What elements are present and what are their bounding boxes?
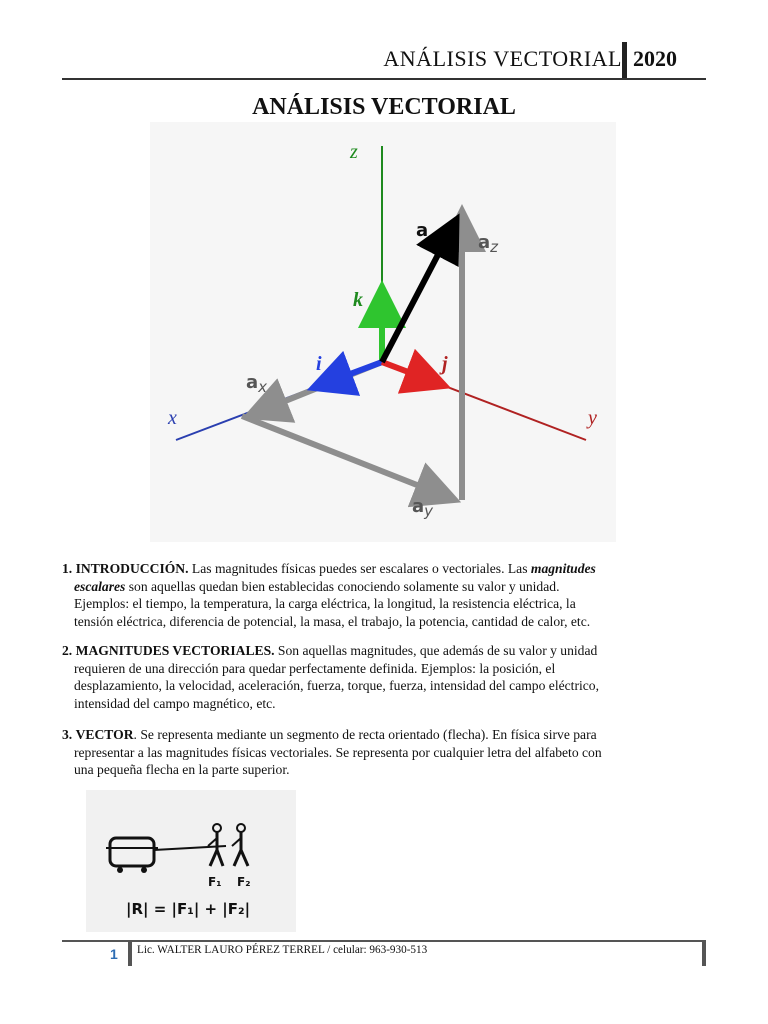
vector-a-label: a xyxy=(416,220,429,241)
section-number: 2. xyxy=(62,643,73,658)
unit-k-label: k xyxy=(353,289,363,311)
section-line-text: requieren de una dirección para quedar perfectamente definida. Ejemplos: la posición, el xyxy=(74,660,556,676)
section-heading: INTRODUCCIÓN. xyxy=(75,561,189,576)
header-rule xyxy=(62,78,706,80)
az-label: $a_z$ xyxy=(478,232,499,256)
ay-label: $a_y$ xyxy=(412,496,434,520)
section-lead: Son aquellas magnitudes, que además de su valor y unidad xyxy=(274,643,598,658)
component-ay-arrow xyxy=(242,416,450,498)
section-first-line xyxy=(62,642,712,660)
section-line-text: Ejemplos: el tiempo, la temperatura, la carga eléctrica, la longitud, la resistencia eléctrica, la xyxy=(74,596,576,612)
section-line xyxy=(62,578,712,596)
cart-sketch-svg xyxy=(86,790,296,932)
section-line-text: son aquellas quedan bien establecidas conociendo solamente su valor y unidad. xyxy=(125,578,560,594)
footer-author: Lic. WALTER LAURO PÉREZ TERREL / celular: 963-930-513 xyxy=(137,944,428,956)
section-line xyxy=(62,660,712,678)
header-title: ANÁLISIS VECTORIAL xyxy=(383,46,622,71)
unit-i-label: i xyxy=(316,353,322,375)
section-line xyxy=(62,677,712,695)
section-heading: MAGNITUDES VECTORIALES. xyxy=(75,643,275,658)
section-vector xyxy=(62,726,712,779)
section-line xyxy=(62,695,712,713)
unit-j-label: j xyxy=(442,353,448,375)
section-first-line xyxy=(62,560,712,578)
section-line-text: representar a las magnitudes físicas vectoriales. Se representa por cualquier letra del alfabeto con xyxy=(74,744,602,760)
unit-j-arrow xyxy=(382,362,440,384)
section-introduccion xyxy=(62,560,712,630)
sketch-f1-label: F₁ xyxy=(208,875,222,889)
y-axis-label: y xyxy=(588,407,597,429)
section-line-text: intensidad del campo magnético, etc. xyxy=(74,695,276,711)
section-line xyxy=(62,744,712,762)
footer-rule xyxy=(62,940,706,942)
section-line xyxy=(62,761,712,779)
unit-i-arrow xyxy=(318,362,382,386)
section-line-text: una pequeña flecha en la parte superior. xyxy=(74,762,290,778)
header-separator xyxy=(622,42,627,80)
footer-divider-right xyxy=(702,940,706,966)
section-line xyxy=(62,613,712,631)
header-year: 2020 xyxy=(633,46,677,71)
section-lead: Las magnitudes físicas puedes ser escalares o vectoriales. Las xyxy=(188,561,531,576)
footer-divider-left xyxy=(128,940,132,966)
section-number: 3. xyxy=(62,727,73,742)
section-heading: VECTOR xyxy=(75,727,134,742)
section-emphasis: magnitudes xyxy=(530,561,596,576)
vector-a-arrow xyxy=(382,224,454,362)
section-line-text: desplazamiento, la velocidad, aceleración, fuerza, torque, fuerza, intensidad del campo eléctrico, xyxy=(74,678,599,694)
section-lead: . Se representa mediante un segmento de recta orientado (flecha). En física sirve para xyxy=(133,727,597,742)
sketch-equation: |R| = |F₁| + |F₂| xyxy=(126,900,251,918)
x-axis-label: x xyxy=(168,407,177,429)
vector-diagram xyxy=(150,122,616,542)
sketch-f2-label: F₂ xyxy=(237,875,251,889)
section-line-text: tensión eléctrica, diferencia de potencial, la masa, el trabajo, la potencia, cantidad de calor, etc. xyxy=(74,613,591,629)
ax-label: $a_x$ xyxy=(246,372,268,396)
section-magnitudes-vectoriales xyxy=(62,642,712,712)
page-number: 1 xyxy=(110,946,118,962)
vector-diagram-svg xyxy=(150,122,616,542)
section-line-emphasis: escalares xyxy=(74,578,126,594)
page-title: ANÁLISIS VECTORIAL xyxy=(252,94,516,120)
section-number: 1. xyxy=(62,561,73,576)
cart-sketch-image xyxy=(86,790,296,932)
z-axis-label: z xyxy=(350,141,358,163)
section-first-line xyxy=(62,726,712,744)
section-line xyxy=(62,595,712,613)
